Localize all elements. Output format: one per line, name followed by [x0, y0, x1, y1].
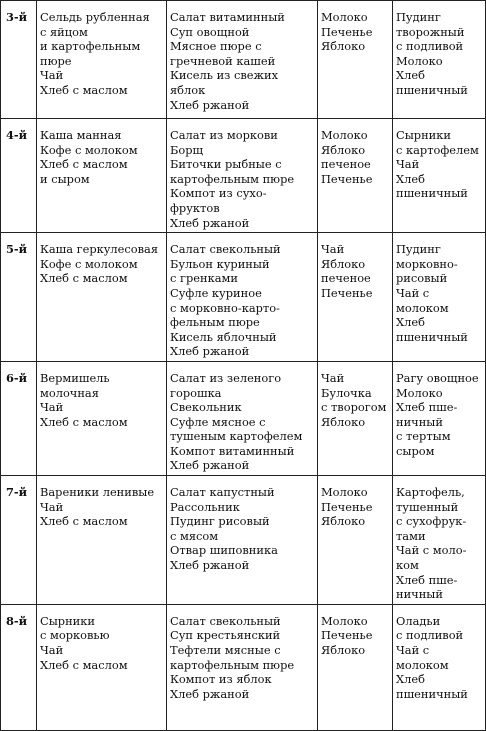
- menu-line: Хлеб с маслом: [40, 414, 128, 429]
- menu-line: Чай: [40, 400, 64, 415]
- menu-line: Хлеб ржаной: [170, 558, 250, 573]
- menu-line: Печенье: [321, 285, 373, 300]
- lunch-cell: [167, 604, 318, 730]
- menu-line: фруктов: [170, 200, 220, 215]
- menu-line: Компот из яблок: [170, 672, 272, 687]
- menu-line: Яблоко: [321, 514, 366, 529]
- menu-line: Вермишель: [40, 370, 110, 385]
- menu-line: Хлеб: [396, 68, 425, 83]
- table-row: [1, 476, 486, 605]
- menu-line: Тефтели мясные с: [170, 643, 281, 657]
- menu-line: с тертым: [396, 429, 451, 444]
- menu-line: Хлеб ржаной: [170, 97, 250, 112]
- menu-line: творожный: [396, 24, 465, 39]
- menu-line: морковно-: [396, 256, 458, 271]
- menu-line: тушенный: [396, 499, 459, 514]
- menu-line: Хлеб: [396, 171, 425, 186]
- menu-line: рисовый: [396, 271, 448, 286]
- menu-line: Чай с: [396, 285, 430, 300]
- menu-line: Картофель,: [396, 485, 465, 500]
- table-row: [1, 1, 486, 119]
- menu-line: Пудинг: [396, 10, 441, 24]
- menu-line: Молоко: [321, 10, 368, 24]
- menu-line: Чай: [396, 157, 420, 172]
- lunch-cell: [167, 119, 318, 233]
- menu-line: Яблоко: [321, 142, 366, 157]
- menu-line: Чай с: [396, 643, 430, 657]
- menu-line: Хлеб ржаной: [170, 344, 250, 359]
- menu-line: Молоко: [396, 53, 443, 68]
- menu-line: с творогом: [321, 400, 387, 415]
- table-row: [1, 233, 486, 362]
- menu-line: Суфле куриное: [170, 285, 262, 300]
- menu-line: Пудинг рисовый: [170, 514, 270, 529]
- menu-line: с сухофрук-: [396, 514, 467, 529]
- menu-line: Молоко: [321, 128, 368, 142]
- day-label: 3-й: [6, 10, 28, 24]
- menu-line: печеное: [321, 271, 371, 286]
- menu-line: с мясом: [170, 528, 219, 543]
- menu-line: Хлеб пше-: [396, 400, 458, 415]
- menu-line: Чай с моло-: [396, 543, 467, 558]
- menu-line: Яблоко: [321, 414, 366, 429]
- menu-line: Булочка: [321, 385, 372, 400]
- menu-line: с гренками: [170, 271, 238, 286]
- menu-line: гречневой кашей: [170, 53, 276, 68]
- dinner-cell: [393, 233, 486, 362]
- menu-line: Молоко: [321, 485, 368, 500]
- breakfast-cell: [37, 119, 167, 233]
- day-label: 4-й: [6, 128, 28, 142]
- menu-line: Каша геркулесовая: [40, 242, 159, 257]
- table-row: [1, 361, 486, 475]
- menu-line: Рагу овощное: [396, 370, 479, 385]
- menu-line: пюре: [40, 53, 72, 68]
- menu-line: Печенье: [321, 171, 373, 186]
- lunch-cell: [167, 476, 318, 605]
- menu-line: Суп крестьянский: [170, 628, 281, 643]
- day-cell: [1, 476, 37, 605]
- menu-line: Сельдь рубленная: [40, 10, 150, 24]
- menu-line: молоком: [396, 657, 449, 672]
- menu-line: Хлеб с маслом: [40, 157, 128, 172]
- menu-line: Каша манная: [40, 128, 122, 142]
- day-label: 6-й: [6, 370, 28, 385]
- day-cell: [1, 233, 37, 362]
- menu-line: Салат витаминный: [170, 10, 285, 24]
- breakfast-cell: [37, 604, 167, 730]
- snack-cell: [318, 119, 393, 233]
- menu-line: Салат капустный: [170, 485, 275, 500]
- dinner-cell: [393, 1, 486, 119]
- table-row: [1, 604, 486, 730]
- menu-line: Хлеб ржаной: [170, 458, 250, 473]
- menu-line: Суп овощной: [170, 24, 250, 39]
- menu-line: молочная: [40, 385, 99, 400]
- lunch-cell: [167, 1, 318, 119]
- menu-line: Свекольник: [170, 400, 242, 415]
- menu-line: тушеным картофелем: [170, 429, 303, 444]
- menu-line: с подливой: [396, 628, 464, 643]
- menu-line: пшеничный: [396, 186, 468, 201]
- menu-line: сыром: [396, 443, 435, 458]
- menu-line: Чай: [321, 370, 345, 385]
- menu-line: Яблоко: [321, 256, 366, 271]
- day-cell: [1, 604, 37, 730]
- menu-line: Хлеб: [396, 315, 425, 330]
- menu-line: горошка: [170, 385, 222, 400]
- menu-line: Рассольник: [170, 499, 240, 514]
- menu-line: ничный: [396, 587, 443, 602]
- snack-cell: [318, 233, 393, 362]
- menu-line: Хлеб ржаной: [170, 215, 250, 230]
- day-cell: [1, 1, 37, 119]
- menu-line: Сырники: [396, 128, 451, 142]
- menu-line: Хлеб с маслом: [40, 271, 128, 286]
- menu-line: Сырники: [40, 613, 95, 628]
- menu-line: Хлеб: [396, 672, 425, 687]
- menu-line: с морковью: [40, 628, 110, 643]
- lunch-cell: [167, 361, 318, 475]
- menu-line: Биточки рыбные с: [170, 157, 282, 172]
- menu-line: Салат из зеленого: [170, 370, 282, 385]
- day-cell: [1, 361, 37, 475]
- menu-line: Борщ: [170, 142, 204, 157]
- menu-line: Кисель из свежих: [170, 68, 279, 83]
- menu-line: Вареники ленивые: [40, 485, 155, 500]
- menu-line: Пудинг: [396, 242, 441, 257]
- breakfast-cell: [37, 476, 167, 605]
- menu-line: ком: [396, 558, 419, 573]
- menu-line: Оладьи: [396, 613, 441, 628]
- snack-cell: [318, 1, 393, 119]
- day-cell: [1, 119, 37, 233]
- lunch-cell: [167, 233, 318, 362]
- menu-line: Бульон куриный: [170, 256, 270, 271]
- menu-line: молоком: [396, 300, 449, 315]
- menu-line: Чай: [40, 499, 64, 514]
- day-label: 5-й: [6, 242, 28, 257]
- menu-line: пшеничный: [396, 686, 468, 701]
- menu-line: с подливой: [396, 39, 464, 54]
- menu-line: Чай: [40, 68, 64, 83]
- menu-line: фельным пюре: [170, 315, 260, 330]
- menu-line: Хлеб пше-: [396, 572, 458, 587]
- menu-line: Яблоко: [321, 39, 366, 54]
- menu-line: Компот из сухо-: [170, 186, 267, 201]
- menu-line: Салат свекольный: [170, 242, 281, 257]
- breakfast-cell: [37, 233, 167, 362]
- dinner-cell: [393, 604, 486, 730]
- snack-cell: [318, 361, 393, 475]
- menu-line: картофельным пюре: [170, 657, 295, 672]
- breakfast-cell: [37, 361, 167, 475]
- menu-line: Компот витаминный: [170, 443, 295, 458]
- menu-line: Чай: [321, 242, 345, 257]
- menu-line: пшеничный: [396, 329, 468, 344]
- day-label: 7-й: [6, 485, 28, 500]
- menu-line: с морковно-карто-: [170, 300, 280, 315]
- menu-line: пшеничный: [396, 82, 468, 97]
- menu-line: ничный: [396, 414, 443, 429]
- menu-line: Печенье: [321, 499, 373, 514]
- menu-line: Молоко: [396, 385, 443, 400]
- dinner-cell: [393, 476, 486, 605]
- menu-line: Отвар шиповника: [170, 543, 278, 558]
- dinner-cell: [393, 361, 486, 475]
- menu-line: Хлеб с маслом: [40, 82, 128, 97]
- menu-line: Хлеб ржаной: [170, 686, 250, 701]
- breakfast-cell: [37, 1, 167, 119]
- menu-line: печеное: [321, 157, 371, 172]
- menu-line: тами: [396, 528, 426, 543]
- menu-line: Салат свекольный: [170, 613, 281, 628]
- menu-line: Печенье: [321, 628, 373, 643]
- snack-cell: [318, 604, 393, 730]
- snack-cell: [318, 476, 393, 605]
- menu-line: яблок: [170, 82, 206, 97]
- menu-line: Кисель яблочный: [170, 329, 277, 344]
- menu-line: Печенье: [321, 24, 373, 39]
- menu-line: Кофе с молоком: [40, 142, 138, 157]
- menu-line: и сыром: [40, 171, 90, 186]
- menu-line: Яблоко: [321, 643, 366, 657]
- menu-line: Мясное пюре с: [170, 39, 262, 54]
- menu-line: Молоко: [321, 613, 368, 628]
- day-label: 8-й: [6, 613, 28, 628]
- dinner-cell: [393, 119, 486, 233]
- menu-line: Чай: [40, 643, 64, 657]
- menu-line: Хлеб с маслом: [40, 514, 128, 529]
- menu-table-body: [1, 1, 486, 731]
- menu-line: картофельным пюре: [170, 171, 295, 186]
- menu-line: с яйцом: [40, 24, 88, 39]
- menu-line: Кофе с молоком: [40, 256, 138, 271]
- menu-line: с картофелем: [396, 142, 479, 157]
- menu-line: Салат из моркови: [170, 128, 278, 142]
- menu-line: и картофельным: [40, 39, 141, 54]
- menu-line: Хлеб с маслом: [40, 657, 128, 672]
- table-row: [1, 119, 486, 233]
- menu-line: Суфле мясное с: [170, 414, 266, 429]
